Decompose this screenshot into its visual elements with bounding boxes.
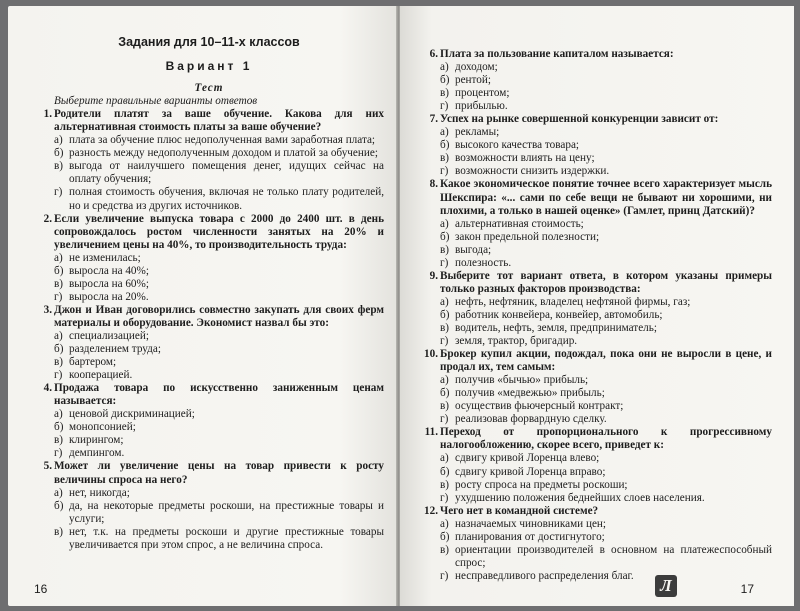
answer-option (420, 400, 772, 413)
page-title: Задания для 10–11-х классов (118, 35, 300, 49)
answer-option-letter: а) (54, 486, 63, 499)
answer-option-letter: в) (440, 321, 450, 334)
answer-option-text: реализовав форвардную сделку. (455, 413, 607, 426)
answer-option-letter: г) (440, 491, 449, 504)
answer-option (420, 87, 772, 100)
answer-option-text: рекламы; (455, 126, 500, 139)
answer-option (34, 421, 384, 434)
answer-option-text: рентой; (455, 74, 491, 87)
question-number: 12. (424, 504, 438, 517)
answer-option-letter: б) (54, 264, 64, 277)
question-item (420, 426, 772, 452)
question-number: 1. (43, 108, 52, 121)
question-number: 11. (424, 426, 438, 439)
answer-option-letter: а) (440, 217, 449, 230)
question-number: 8. (429, 178, 438, 191)
answer-option (420, 374, 772, 387)
answer-option-letter: б) (54, 343, 64, 356)
question-number: 4. (43, 382, 52, 395)
answer-option (420, 479, 772, 492)
answer-option-letter: г) (440, 335, 449, 348)
answer-option-letter: в) (440, 87, 450, 100)
answer-option-text: доходом; (455, 61, 498, 74)
variant-heading: Вариант 1 (165, 59, 253, 74)
right-page (400, 6, 794, 606)
answer-option (34, 343, 384, 356)
page-number: 16 (34, 581, 48, 596)
answer-option-text: нефть, нефтяник, владелец нефтяной фирмы, газ; (455, 295, 691, 308)
question-number: 6. (429, 48, 438, 60)
answer-option-letter: б) (440, 74, 450, 87)
answer-option (34, 408, 384, 421)
question-item (420, 48, 772, 61)
answer-option (420, 544, 772, 570)
answer-option-text: выросла на 20%. (69, 290, 149, 303)
answer-option-text: осуществив фьючерсный контракт; (455, 400, 624, 413)
answer-option (420, 152, 772, 165)
answer-option-text: кооперацией. (69, 369, 133, 382)
question-item (34, 213, 384, 252)
answer-option (34, 160, 384, 186)
answer-option-text: процентом; (455, 87, 510, 100)
answer-option-text: назначаемых чиновниками цен; (455, 517, 607, 530)
answer-option-text: получив «бычью» прибыль; (455, 374, 589, 387)
answer-option-text: земля, трактор, бригадир. (455, 335, 578, 348)
answer-option-text: высокого качества товара; (455, 139, 580, 152)
answer-option-text: ценовой дискриминацией; (69, 408, 195, 421)
answer-option-letter: б) (54, 147, 64, 160)
answer-option-letter: б) (54, 499, 64, 512)
answer-option-text: демпингом. (69, 447, 125, 460)
answer-option-text: специализацией; (69, 329, 149, 342)
answer-option-letter: г) (440, 165, 449, 178)
answer-option-letter: г) (440, 569, 449, 582)
answer-option-text: получив «медвежью» прибыль; (455, 387, 605, 400)
answer-option-letter: б) (440, 308, 450, 321)
question-item (420, 505, 772, 518)
answer-option (34, 356, 384, 369)
answer-option-text: несправедливого распределения благ. (455, 569, 634, 582)
answer-option-letter: а) (54, 134, 63, 147)
answer-option-letter: а) (440, 295, 449, 308)
answer-option (34, 369, 384, 382)
answer-option (420, 257, 772, 270)
answer-option-letter: а) (54, 408, 63, 421)
question-text: Чего нет в командной системе? (440, 504, 599, 517)
answer-option-letter: б) (440, 530, 450, 543)
answer-option-text: сдвигу кривой Лоренца вправо; (455, 465, 606, 478)
answer-option-text: водитель, нефть, земля, предприниматель; (455, 321, 657, 334)
answer-option (420, 100, 772, 113)
answer-option-letter: б) (440, 230, 450, 243)
answer-option-letter: г) (54, 186, 63, 199)
answer-option-text: выгода; (455, 243, 492, 256)
question-text: Плата за пользование капиталом называется: (440, 48, 674, 60)
answer-option-text: полезность. (455, 256, 512, 269)
answer-option-text: ухудшению положения беднейших слоев населения. (455, 491, 705, 504)
answer-option-text: полная стоимость обучения, включая не только плату родителей, но и средства из других источников. (69, 186, 384, 212)
answer-option-letter: а) (440, 517, 449, 530)
answer-option-letter: г) (54, 290, 63, 303)
answer-option-letter: б) (440, 139, 450, 152)
answer-option (34, 134, 384, 147)
question-number: 9. (429, 269, 438, 282)
answer-option (420, 518, 772, 531)
answer-option-letter: г) (440, 256, 449, 269)
question-text: Успех на рынке совершенной конкуренции зависит от: (440, 113, 719, 126)
answer-option-text: монопсонией; (69, 421, 136, 434)
answer-option-letter: в) (440, 152, 450, 165)
answer-option (420, 452, 772, 465)
answer-option-letter: в) (440, 478, 450, 491)
answer-option (34, 147, 384, 160)
answer-option (34, 278, 384, 291)
question-text: Какое экономическое понятие точнее всего характеризует мысль Шекспира: «... сами по себе вещи не бывают ни хорошими, ни плохими, а только в нашей оценке» (Гамлет, принц Датский)? (440, 178, 772, 217)
answer-option-text: выросла на 40%; (69, 264, 149, 277)
question-list (34, 108, 384, 552)
answer-option-text: возможности снизить издержки. (455, 165, 610, 178)
answer-option (420, 165, 772, 178)
answer-option (420, 309, 772, 322)
answer-option-text: да, на некоторые предметы роскоши, на престижные товары и услуги; (69, 499, 384, 525)
answer-option-letter: в) (54, 277, 64, 290)
answer-option-letter: в) (440, 400, 450, 413)
question-text: Продажа товара по искусственно заниженным ценам называется: (54, 382, 384, 408)
answer-option (420, 218, 772, 231)
test-heading: Тест (194, 82, 224, 95)
answer-option (34, 252, 384, 265)
answer-option-text: планирования от достигнутого; (455, 530, 605, 543)
answer-option (420, 139, 772, 152)
answer-option (420, 335, 772, 348)
answer-option-letter: а) (54, 251, 63, 264)
answer-option (34, 291, 384, 304)
question-item (420, 270, 772, 296)
answer-option (34, 526, 384, 552)
question-text: Выберите тот вариант ответа, в котором указаны примеры только разных факторов производства: (440, 269, 772, 295)
question-item (420, 113, 772, 126)
answer-option-text: работник конвейера, конвейер, автомобиль; (455, 308, 663, 321)
answer-option (420, 244, 772, 257)
answer-option (420, 531, 772, 544)
answer-option (420, 413, 772, 426)
answer-option (420, 322, 772, 335)
question-text: Если увеличение выпуска товара с 2000 до 2400 шт. в день сопровождалось ростом численности занятых на 20% и увеличением цены на 40%, то производительность труда: (54, 212, 384, 251)
answer-option (420, 74, 772, 87)
answer-option (420, 466, 772, 479)
answer-option-letter: г) (440, 100, 449, 113)
question-list (420, 48, 772, 583)
answer-option-letter: б) (440, 465, 450, 478)
answer-option-letter: в) (54, 160, 64, 173)
answer-option-letter: а) (54, 329, 63, 342)
answer-option (34, 487, 384, 500)
answer-option-text: нет, т.к. на предметы роскоши и другие престижные товары увеличивается при этом спрос, а не величина спроса. (69, 525, 384, 551)
answer-option-letter: г) (54, 447, 63, 460)
answer-option-text: сдвигу кривой Лоренца влево; (455, 452, 600, 465)
answer-option (420, 61, 772, 74)
answer-option-letter: а) (440, 452, 449, 465)
question-item (34, 108, 384, 134)
question-number: 10. (424, 348, 438, 361)
answer-option-text: не изменилась; (69, 251, 141, 264)
answer-option-text: разделением труда; (69, 343, 161, 356)
question-item (420, 348, 772, 374)
answer-option-text: закон предельной полезности; (455, 230, 600, 243)
answer-option-letter: а) (440, 374, 449, 387)
left-page (8, 6, 398, 606)
answer-option-text: выросла на 60%; (69, 277, 149, 290)
question-number: 3. (43, 303, 52, 316)
answer-option-letter: в) (54, 434, 64, 447)
answer-option-text: альтернативная стоимость; (455, 217, 584, 230)
answer-option-letter: а) (440, 126, 449, 139)
answer-option (34, 500, 384, 526)
question-item (34, 382, 384, 408)
answer-option (420, 492, 772, 505)
answer-option (34, 186, 384, 212)
answer-option-letter: г) (440, 413, 449, 426)
answer-option-letter: а) (440, 61, 449, 74)
test-instruction: Выберите правильные варианты ответов (54, 95, 258, 108)
publisher-logo: Л (655, 575, 677, 597)
answer-option-text: нет, никогда; (69, 486, 130, 499)
answer-option-letter: в) (54, 356, 64, 369)
answer-option-text: разность между недополученным доходом и платой за обучение; (69, 147, 378, 160)
answer-option-text: выгода от наилучшего помещения денег, идущих сейчас на оплату обучения; (69, 160, 384, 186)
answer-option (420, 231, 772, 244)
answer-option-text: росту спроса на предметы роскоши; (455, 478, 628, 491)
question-text: Джон и Иван договорились совместно закупать для своих ферм материалы и оборудование. Экономист назвал бы это: (54, 303, 384, 329)
answer-option (420, 296, 772, 309)
question-text: Может ли увеличение цены на товар привести к росту величины спроса на него? (54, 460, 384, 486)
answer-option-text: ориентации производителей в основном на платежеспособный спрос; (455, 543, 772, 569)
question-number: 5. (43, 460, 52, 473)
question-number: 2. (43, 212, 52, 225)
answer-option (34, 447, 384, 460)
answer-option (420, 570, 772, 583)
answer-option-letter: в) (440, 243, 450, 256)
question-text: Брокер купил акции, подождал, пока они не выросли в цене, и продал их, тем самым: (440, 348, 772, 374)
question-item (34, 304, 384, 330)
question-text: Переход от пропорционального к прогрессивному налогообложению, скорее всего, приведет к: (440, 426, 772, 452)
question-number: 7. (429, 113, 438, 126)
question-item (420, 178, 772, 217)
answer-option (420, 126, 772, 139)
answer-option-text: бартером; (69, 356, 117, 369)
answer-option-letter: г) (54, 369, 63, 382)
question-text: Родители платят за ваше обучение. Какова для них альтернативная стоимость платы за ваше обучение? (54, 108, 384, 134)
answer-option-letter: в) (440, 543, 450, 556)
answer-option-text: плата за обучение плюс недополученная вами заработная плата; (69, 134, 376, 147)
answer-option-letter: в) (54, 525, 64, 538)
answer-option-text: возможности влиять на цену; (455, 152, 595, 165)
page-number: 17 (740, 581, 754, 596)
answer-option-text: клирингом; (69, 434, 124, 447)
answer-option (420, 387, 772, 400)
answer-option (34, 434, 384, 447)
answer-option-letter: б) (54, 421, 64, 434)
answer-option (34, 330, 384, 343)
question-item (34, 460, 384, 486)
answer-option-text: прибылью. (455, 100, 508, 113)
answer-option (34, 265, 384, 278)
answer-option-letter: б) (440, 387, 450, 400)
